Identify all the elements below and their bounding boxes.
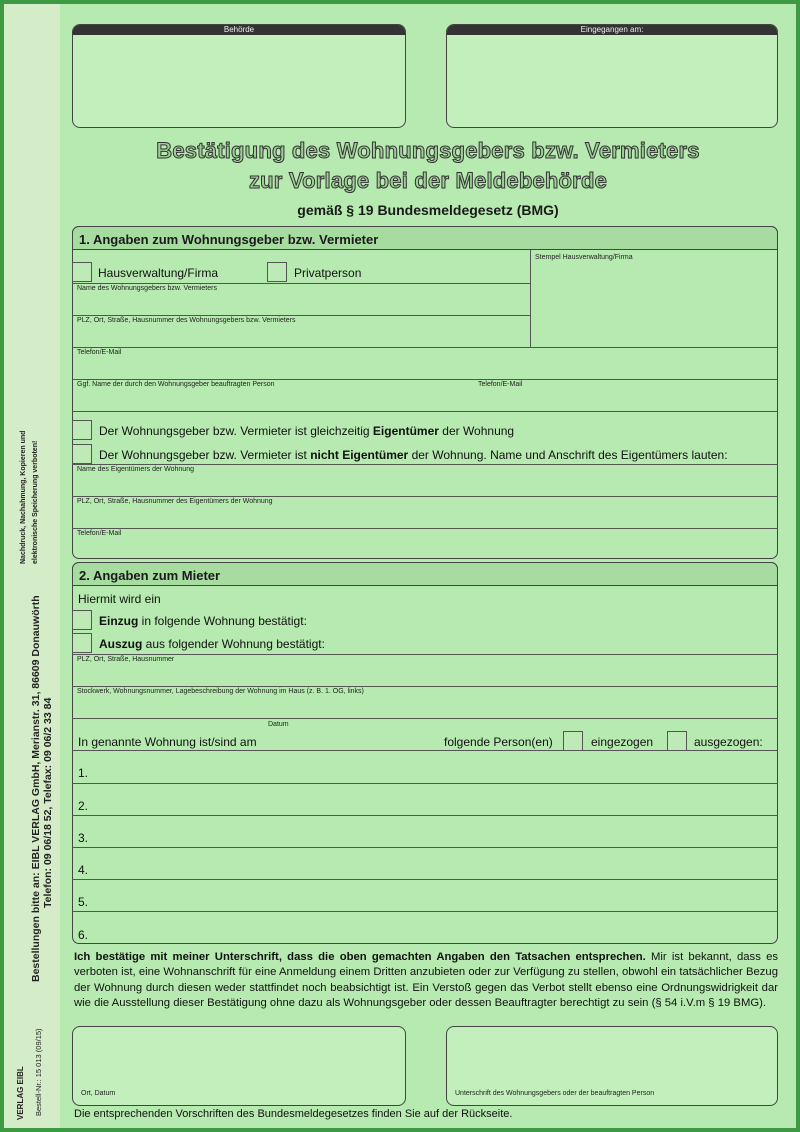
section-tenant-heading: 2. Angaben zum Mieter <box>72 562 778 586</box>
person-row[interactable]: 4. <box>78 863 89 877</box>
rule <box>72 379 778 380</box>
landlord-contact-field[interactable]: Telefon/E-Mail <box>77 349 122 356</box>
rule <box>72 911 778 912</box>
owner-name-field[interactable]: Name des Eigentümers der Wohnung <box>77 466 194 473</box>
form-title-line1: Bestätigung des Wohnungsgebers bzw. Vermieters <box>156 138 700 163</box>
stamp-divider <box>530 250 531 348</box>
copyright-notice-line1: Nachdruck, Nachahmung, Kopieren und <box>20 430 27 564</box>
person-row[interactable]: 6. <box>78 928 89 942</box>
person-row[interactable]: 1. <box>78 766 89 780</box>
owner-yes-checkbox[interactable] <box>72 420 92 440</box>
publisher-logo: VERLAG EIBL <box>16 1066 25 1120</box>
moved-in-checkbox[interactable] <box>563 731 583 751</box>
rule <box>72 847 778 848</box>
moved-out-label: ausgezogen: <box>694 735 763 749</box>
landlord-name-field[interactable]: Name des Wohnungsgebers bzw. Vermieters <box>77 285 217 292</box>
moveout-checkbox[interactable] <box>72 633 92 653</box>
authority-label: Behörde <box>73 25 405 35</box>
owner-yes-label: Der Wohnungsgeber bzw. Vermieter ist gleichzeitig Eigentümer der Wohnung <box>99 424 515 438</box>
date-label: Datum <box>268 721 289 728</box>
rule <box>72 315 530 316</box>
agent-name-field[interactable]: Ggf. Name der durch den Wohnungsgeber beauftragten Person <box>77 381 275 388</box>
rule <box>72 718 778 719</box>
received-box[interactable] <box>446 24 778 128</box>
signature-label: Unterschrift des Wohnungsgebers oder der beauftragten Person <box>455 1090 655 1097</box>
stamp-label: Stempel Hausverwaltung/Firma <box>535 254 633 261</box>
person-row[interactable]: 2. <box>78 799 89 813</box>
agent-contact-field[interactable]: Telefon/E-Mail <box>478 381 523 388</box>
moved-out-checkbox[interactable] <box>667 731 687 751</box>
place-date-box[interactable] <box>72 1026 406 1106</box>
private-option-label: Privatperson <box>294 266 362 280</box>
order-address: Bestellungen bitte an: EIBL VERLAG GmbH, Merianstr. 31, 86609 Donauwörth <box>30 595 42 982</box>
rule <box>72 496 778 497</box>
rule <box>72 654 778 655</box>
copyright-notice-line2: elektronische Speicherung verboten! <box>32 440 39 564</box>
rule <box>72 815 778 816</box>
rule <box>72 783 778 784</box>
rule <box>72 283 530 284</box>
tenant-intro: Hiermit wird ein <box>78 592 161 606</box>
order-number: Bestell-Nr.: 15 013 (09/15) <box>34 1028 43 1116</box>
order-phone: Telefon: 09 06/18 52, Telefax: 09 06/2 33 84 <box>42 697 54 908</box>
section-landlord-heading: 1. Angaben zum Wohnungsgeber bzw. Vermieter <box>72 226 778 250</box>
authority-box[interactable] <box>72 24 406 128</box>
company-checkbox[interactable] <box>72 262 92 282</box>
moveout-label: Auszug aus folgender Wohnung bestätigt: <box>99 637 325 651</box>
persons-label: folgende Person(en) <box>444 735 553 749</box>
person-row[interactable]: 3. <box>78 831 89 845</box>
rule <box>72 464 778 465</box>
rule <box>72 686 778 687</box>
movein-checkbox[interactable] <box>72 610 92 630</box>
moved-in-label: eingezogen <box>591 735 654 749</box>
rule <box>72 879 778 880</box>
side-margin <box>4 4 60 1128</box>
landlord-address-field[interactable]: PLZ, Ort, Straße, Hausnummer des Wohnungsgebers bzw. Vermieters <box>77 317 296 324</box>
footer-note: Die entsprechenden Vorschriften des Bundesmeldegesetzes finden Sie auf der Rückseite. <box>74 1108 513 1120</box>
rule <box>72 750 778 751</box>
apartment-address-field[interactable]: PLZ, Ort, Straße, Hausnummer <box>77 656 175 663</box>
declaration-text: Ich bestätige mit meiner Unterschrift, dass die oben gemachten Angaben den Tatsachen entsprechen. Mir ist bekannt, dass es verboten ist, eine Wohnanschrift für eine Anmeldung einem Dritten anzubieten oder zur Verfügung zu stellen, obwohl ein tatsächlicher Bezug der Wohnung durch diesen weder stattfindet noch beabsichtigt ist. Ein Verstoß gegen das Verbot stellt ebenso eine Ordnungswidrigkeit dar wie die Ausstellung dieser Bestätigung ohne dazu als Wohnungsgeber oder dessen Beauftragter berechtigt zu sein (§ 54 i.V.m § 19 BMG). <box>74 951 779 1010</box>
received-label: Eingegangen am: <box>447 25 777 35</box>
persons-sentence: In genannte Wohnung ist/sind am <box>78 735 257 749</box>
place-date-label: Ort, Datum <box>81 1090 116 1097</box>
signature-box[interactable] <box>446 1026 778 1106</box>
form-subtitle: gemäß § 19 Bundesmeldegesetz (BMG) <box>297 202 559 218</box>
rule <box>72 347 778 348</box>
apartment-floor-field[interactable]: Stockwerk, Wohnungsnummer, Lagebeschreibung der Wohnung im Haus (z. B. 1. OG, links) <box>77 688 364 695</box>
person-row[interactable]: 5. <box>78 895 89 909</box>
rule <box>72 411 778 412</box>
form-title-line2: zur Vorlage bei der Meldebehörde <box>248 168 608 193</box>
company-option-label: Hausverwaltung/Firma <box>98 266 219 280</box>
movein-label: Einzug in folgende Wohnung bestätigt: <box>99 614 307 628</box>
owner-address-field[interactable]: PLZ, Ort, Straße, Hausnummer des Eigentümers der Wohnung <box>77 498 273 505</box>
owner-no-checkbox[interactable] <box>72 444 92 464</box>
owner-contact-field[interactable]: Telefon/E-Mail <box>77 530 122 537</box>
owner-no-label: Der Wohnungsgeber bzw. Vermieter ist nicht Eigentümer der Wohnung. Name und Anschrift des Eigentümers lauten: <box>99 448 728 462</box>
private-checkbox[interactable] <box>267 262 287 282</box>
rule <box>72 528 778 529</box>
